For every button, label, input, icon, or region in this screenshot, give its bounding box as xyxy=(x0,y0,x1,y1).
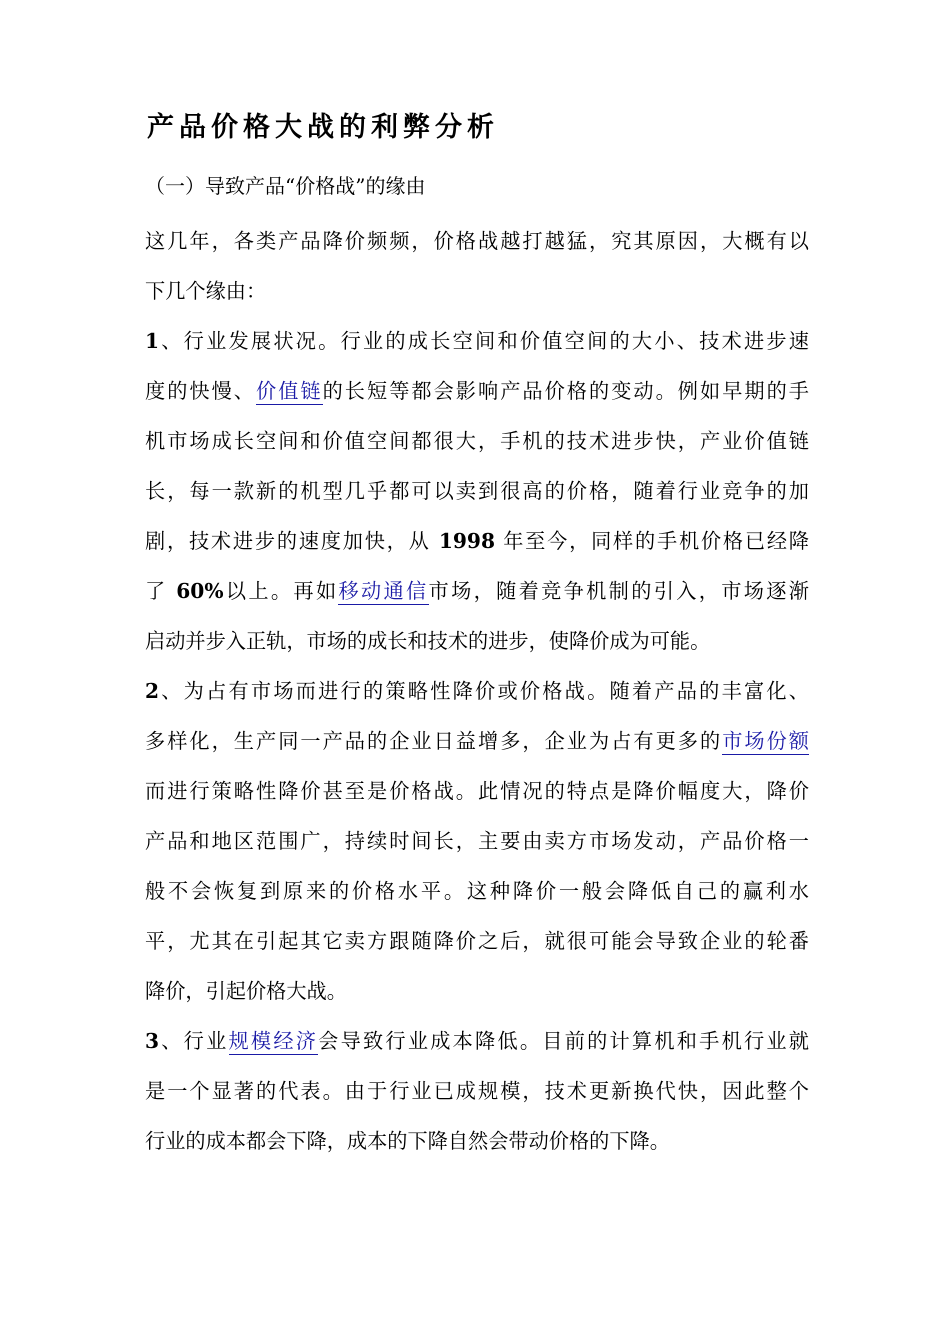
item-1-text: 剧，技术进步的速度加快，从 xyxy=(145,529,439,553)
item-3-line-1 xyxy=(145,1016,809,1066)
item-1-text: 了 xyxy=(145,579,177,603)
document-title: 产品价格大战的利弊分析 xyxy=(147,112,499,143)
item-2-line-2 xyxy=(145,716,809,766)
item-2-line-4: 产品和地区范围广，持续时间长，主要由卖方市场发动，产品价格一 xyxy=(145,829,809,853)
item-1-text: 的长短等都会影响产品价格的变动。例如早期的手 xyxy=(322,379,809,403)
intro-line-1: 这几年，各类产品降价频频，价格战越打越猛，究其原因，大概有以 xyxy=(145,229,809,253)
item-1-line-2 xyxy=(145,366,809,416)
link-economies-of-scale[interactable]: 规模经济 xyxy=(228,1029,319,1053)
item-1-text: 以上。再如 xyxy=(223,579,339,603)
item-1-line-5 xyxy=(145,516,809,566)
item-3-number: 3 xyxy=(145,1029,160,1053)
item-1-text: 、行业发展状况。行业的成长空间和价值空间的大小、技术进步速 xyxy=(159,329,809,353)
intro-line-2: 下几个缘由： xyxy=(145,279,267,303)
item-1-text: 市场，随着竞争机制的引入，市场逐渐 xyxy=(428,579,809,603)
document-body xyxy=(145,216,809,1166)
item-2-line-7: 降价，引起价格大战。 xyxy=(145,979,347,1003)
item-3-line-2: 是一个显著的代表。由于行业已成规模，技术更新换代快，因此整个 xyxy=(145,1079,809,1103)
item-1-number: 1 xyxy=(145,329,160,353)
link-value-chain[interactable]: 价值链 xyxy=(256,379,323,403)
item-2-number: 2 xyxy=(145,679,160,703)
section-heading: （一）导致产品“价格战”的缘由 xyxy=(145,174,426,198)
year-number: 1998 xyxy=(438,529,495,553)
item-1-line-7: 启动并步入正轨，市场的成长和技术的进步，使降价成为可能。 xyxy=(145,629,711,653)
item-2-line-3: 而进行策略性降价甚至是价格战。此情况的特点是降价幅度大，降价 xyxy=(145,779,809,803)
item-2-text: 多样化，生产同一产品的企业日益增多，企业为占有更多的 xyxy=(145,729,723,753)
item-1-line-3: 机市场成长空间和价值空间都很大，手机的技术进步快，产业价值链 xyxy=(145,429,809,453)
item-1-line-4: 长，每一款新的机型几乎都可以卖到很高的价格，随着行业竞争的加 xyxy=(145,479,809,503)
item-1-line-6 xyxy=(145,566,809,616)
item-3-text: 、行业 xyxy=(159,1029,229,1053)
item-2-line-6: 平，尤其在引起其它卖方跟随降价之后，就很可能会导致企业的轮番 xyxy=(145,929,809,953)
item-3-line-3: 行业的成本都会下降，成本的下降自然会带动价格的下降。 xyxy=(145,1129,670,1153)
item-2-line-5: 般不会恢复到原来的价格水平。这种降价一般会降低自己的赢利水 xyxy=(145,879,809,903)
link-mobile-communication[interactable]: 移动通信 xyxy=(338,579,429,603)
item-1-text: 年至今，同样的手机价格已经降 xyxy=(495,529,809,553)
item-1-text: 度的快慢、 xyxy=(145,379,256,403)
item-2-line-1 xyxy=(145,666,809,716)
item-2-text: 、为占有市场而进行的策略性降价或价格战。随着产品的丰富化、 xyxy=(159,679,809,703)
item-1-line-1 xyxy=(145,316,809,366)
link-market-share[interactable]: 市场份额 xyxy=(722,729,809,753)
item-3-text: 会导致行业成本降低。目前的计算机和手机行业就 xyxy=(318,1029,809,1053)
percent-number: 60% xyxy=(176,579,224,603)
